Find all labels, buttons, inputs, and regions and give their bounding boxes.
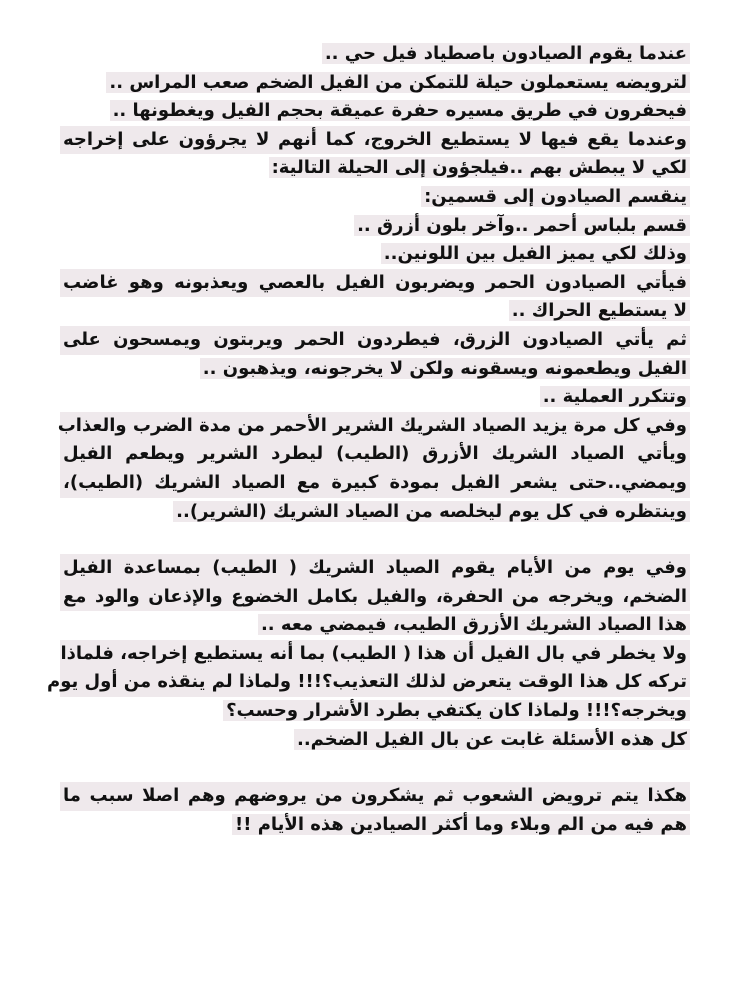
- paragraph-gap: [60, 526, 690, 554]
- highlighted-text: وذلك لكي يميز الفيل بين اللونين..: [381, 243, 690, 264]
- text-line: [60, 697, 690, 726]
- article-body: [47, 40, 690, 839]
- paragraph: [60, 782, 690, 839]
- text-line: [60, 154, 690, 183]
- highlighted-text: ويمضي..حتى يشعر الفيل بمودة كبيرة مع الصياد الشريك (الطيب)،: [60, 469, 690, 498]
- text-line: [60, 40, 690, 69]
- highlighted-text: ثم يأتي الصيادون الزرق، فيطردون الحمر ويربتون ويمسحون على: [60, 326, 690, 355]
- text-line: [60, 611, 690, 640]
- text-line: [60, 69, 690, 98]
- text-line: [60, 554, 690, 583]
- highlighted-text: ينقسم الصيادون إلى قسمين:: [421, 186, 690, 207]
- highlighted-text: الفيل ويطعمونه ويسقونه ولكن لا يخرجونه، ويذهبون ..: [200, 358, 690, 379]
- highlighted-text: ويأتي الصياد الشريك الأزرق (الطيب) ليطرد الشرير ويطعم الفيل: [60, 440, 690, 469]
- highlighted-text: الضخم، ويخرجه من الحفرة، والفيل بكامل الخضوع والإذعان والود مع: [60, 583, 690, 612]
- text-line: [60, 498, 690, 527]
- text-line: [60, 212, 690, 241]
- text-line: [60, 240, 690, 269]
- text-line: [60, 383, 690, 412]
- text-line: [60, 326, 690, 355]
- highlighted-text: وفي كل مرة يزيد الصياد الشريك الشرير الأحمر من مدة الضرب والعذاب: [60, 412, 690, 441]
- paragraph: [47, 554, 690, 754]
- highlighted-text: عندما يقوم الصيادون باصطياد فيل حي ..: [322, 43, 690, 64]
- highlighted-text: لكي لا يبطش بهم ..فيلجؤون إلى الحيلة التالية:: [269, 157, 690, 178]
- highlighted-text: وينتظره في كل يوم ليخلصه من الصياد الشريك (الشرير)..: [173, 501, 690, 522]
- highlighted-text: هكذا يتم ترويض الشعوب ثم يشكرون من يروضهم وهم اصلا سبب ما: [60, 782, 690, 811]
- highlighted-text: ويخرجه؟!!! ولماذا كان يكتفي بطرد الأشرار وحسب؟: [223, 700, 690, 721]
- text-line: [60, 440, 690, 469]
- text-line: [60, 782, 690, 811]
- text-line: [60, 726, 690, 755]
- highlighted-text: فيحفرون في طريق مسيره حفرة عميقة بحجم الفيل ويغطونها ..: [110, 100, 690, 121]
- text-line: [60, 126, 690, 155]
- text-line: [60, 811, 690, 840]
- highlighted-text: وفي يوم من الأيام يقوم الصياد الشريك ( الطيب) بمساعدة الفيل: [60, 554, 690, 583]
- text-line: [60, 640, 690, 669]
- highlighted-text: وعندما يقع فيها لا يستطيع الخروج، كما أنهم لا يجرؤون على إخراجه: [60, 126, 690, 155]
- paragraph-gap: [60, 754, 690, 782]
- highlighted-text: كل هذه الأسئلة غابت عن بال الفيل الضخم..: [294, 729, 690, 750]
- highlighted-text: تركه كل هذا الوقت يتعرض لذلك التعذيب؟!!! ولماذا لم ينقذه من أول يوم: [60, 668, 690, 697]
- highlighted-text: وتتكرر العملية ..: [540, 386, 690, 407]
- text-line: [60, 297, 690, 326]
- text-line: [47, 668, 690, 697]
- paragraph: [57, 40, 690, 526]
- highlighted-text: هم فيه من الم وبلاء وما أكثر الصيادين هذه الأيام !!: [232, 814, 690, 835]
- highlighted-text: ولا يخطر في بال الفيل أن هذا ( الطيب) بما أنه يستطيع إخراجه، فلماذا: [60, 640, 690, 669]
- text-line: [60, 183, 690, 212]
- highlighted-text: هذا الصياد الشريك الأزرق الطيب، فيمضي معه ..: [258, 614, 690, 635]
- highlighted-text: قسم بلباس أحمر ..وآخر بلون أزرق ..: [354, 215, 690, 236]
- highlighted-text: فيأتي الصيادون الحمر ويضربون الفيل بالعصي ويعذبونه وهو غاضب: [60, 269, 690, 298]
- text-line: [60, 269, 690, 298]
- text-line: [60, 583, 690, 612]
- text-line: [60, 469, 690, 498]
- text-line: [60, 97, 690, 126]
- text-line: [57, 412, 690, 441]
- highlighted-text: لا يستطيع الحراك ..: [509, 300, 690, 321]
- highlighted-text: لترويضه يستعملون حيلة للتمكن من الفيل الضخم صعب المراس ..: [106, 72, 690, 93]
- text-line: [60, 355, 690, 384]
